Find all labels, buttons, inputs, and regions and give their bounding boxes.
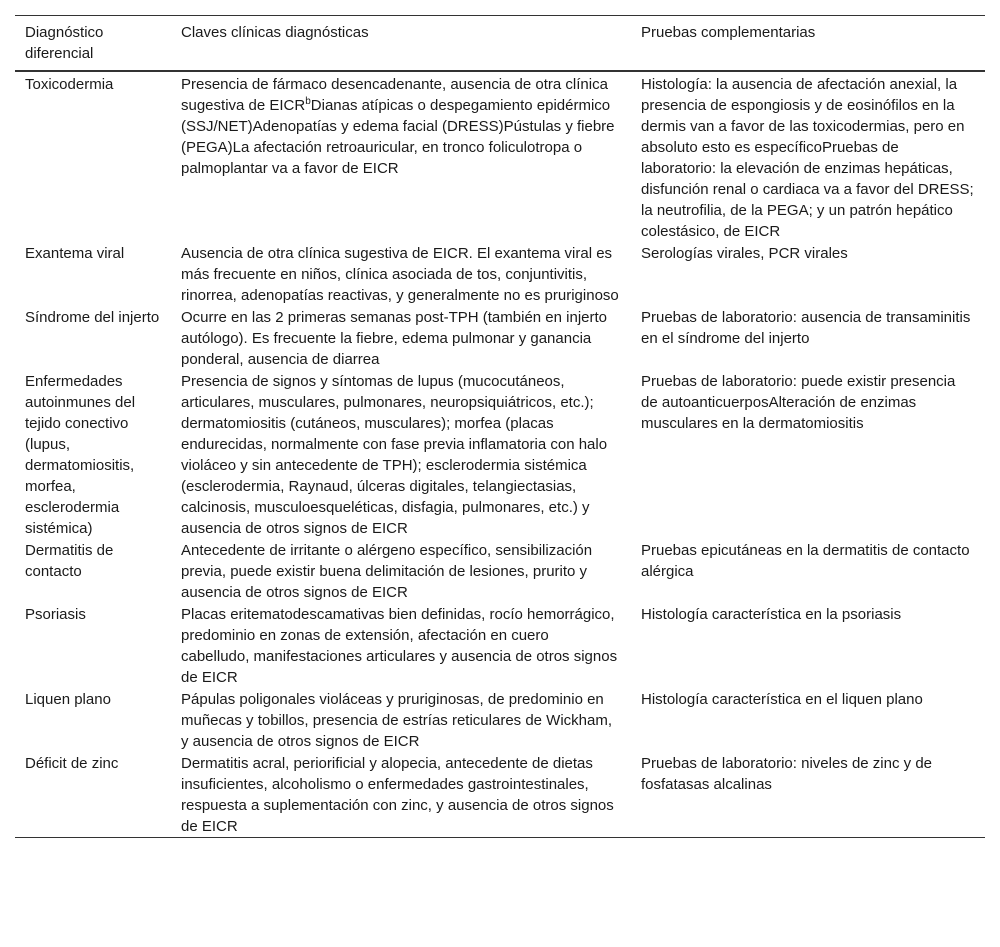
cell-diagnosis: Síndrome del injerto xyxy=(25,309,160,326)
cell-complementary-tests: Histología característica en el liquen plano xyxy=(641,691,923,708)
cell-diagnosis: Déficit de zinc xyxy=(25,755,119,772)
table-row xyxy=(15,752,985,838)
table-row xyxy=(15,539,985,603)
cell-diagnosis: Liquen plano xyxy=(25,691,111,708)
cell-clinical-keys: Dermatitis acral, periorificial y alopecia, antecedente de dietas insuficientes, alcoholismo o enfermedades gastrointestinales, respuesta a suplementación con zinc, y ausencia de otros signos de EICR xyxy=(181,755,614,835)
cell-diagnosis: Dermatitis de contacto xyxy=(25,542,114,580)
cell-clinical-keys: Presencia de signos y síntomas de lupus (mucocutáneos, articulares, musculares, pulmonares, neuropsiquiátricos, etc.); dermatomiositis (cutáneos, musculares); morfea (placas endurecidas, normalmente con fase previa inflamatoria con halo violáceo y sin antecedente de TPH); esclerodermia sistémica (esclerodermia, Raynaud, úlceras digitales, telangiectasias, calcinosis, musculoesqueléticas, disfagia, pulmonares, etc.) y ausencia de otros signos de EICR xyxy=(181,373,608,537)
clinical-text-part: Dianas atípicas o despegamiento epidérmico (SSJ/NET)Adenopatías y edema facial (DRESS)Pústulas y fiebre (PEGA)La afectación retroauricular, en tronco foliculotropa o palmoplantar va a favor de EICR xyxy=(181,97,615,177)
cell-clinical-keys: Placas eritematodescamativas bien definidas, rocío hemorrágico, predominio en zonas de extensión, afectación en cuero cabelludo, manifestaciones articulares y ausencia de otros signos de EICR xyxy=(181,606,618,686)
table-row xyxy=(15,306,985,370)
cell-complementary-tests: Serologías virales, PCR virales xyxy=(641,245,848,262)
header-complementary-tests: Pruebas complementarias xyxy=(641,24,816,41)
cell-complementary-tests: Pruebas de laboratorio: puede existir presencia de autoanticuerposAlteración de enzimas musculares en la dermatomiositis xyxy=(641,373,956,432)
cell-diagnosis: Exantema viral xyxy=(25,245,125,262)
header-diagnosis: Diagnóstico diferencial xyxy=(25,24,104,62)
cell-clinical-keys xyxy=(171,71,631,242)
table-row xyxy=(15,370,985,539)
cell-complementary-tests: Histología: la ausencia de afectación anexial, la presencia de espongiosis y de eosinófilos en la dermis van a favor de las toxicodermias, pero en absoluto esto es específicoPruebas de laboratorio: la elevación de enzimas hepáticas, disfunción renal o cardiaca va a favor del DRESS; la neutrofilia, de la PEGA; y un patrón hepático colestásico, de EICR xyxy=(641,76,974,240)
cell-complementary-tests: Pruebas de laboratorio: ausencia de transaminitis en el síndrome del injerto xyxy=(641,309,971,347)
clinical-text-part: Presencia de fármaco desencadenante, ausencia de otra clínica sugestiva de EICR xyxy=(181,76,608,114)
table-row xyxy=(15,242,985,306)
cell-clinical-keys: Antecedente de irritante o alérgeno específico, sensibilización previa, puede existir buena delimitación de lesiones, prurito y ausencia de otros signos de EICR xyxy=(181,542,593,601)
cell-diagnosis: Psoriasis xyxy=(25,606,86,623)
table-header xyxy=(15,16,985,72)
table-body xyxy=(15,71,985,838)
cell-clinical-keys: Ausencia de otra clínica sugestiva de EICR. El exantema viral es más frecuente en niños, clínica asociada de tos, conjuntivitis, rinorrea, adenopatías reactivas, y generalmente no es pruriginoso xyxy=(181,245,619,304)
table-row xyxy=(15,688,985,752)
footnote-marker: b xyxy=(305,96,311,107)
cell-clinical-keys: Pápulas poligonales violáceas y pruriginosas, de predominio en muñecas y tobillos, presencia de estrías reticulares de Wickham, y ausencia de otros signos de EICR xyxy=(181,691,613,750)
cell-clinical-keys: Ocurre en las 2 primeras semanas post-TPH (también en injerto autólogo). Es frecuente la fiebre, edema pulmonar y ganancia ponderal, ausencia de diarrea xyxy=(181,309,608,368)
table-row xyxy=(15,603,985,688)
differential-diagnosis-table-container xyxy=(15,15,985,838)
cell-diagnosis: Toxicodermia xyxy=(25,76,114,93)
differential-diagnosis-table xyxy=(15,15,985,838)
header-row xyxy=(15,16,985,72)
header-clinical-keys: Claves clínicas diagnósticas xyxy=(181,24,369,41)
table-row xyxy=(15,71,985,242)
cell-complementary-tests: Histología característica en la psoriasis xyxy=(641,606,902,623)
cell-complementary-tests: Pruebas de laboratorio: niveles de zinc y de fosfatasas alcalinas xyxy=(641,755,933,793)
cell-complementary-tests: Pruebas epicutáneas en la dermatitis de contacto alérgica xyxy=(641,542,970,580)
cell-diagnosis: Enfermedades autoinmunes del tejido conectivo (lupus, dermatomiositis, morfea, esclerodermia sistémica) xyxy=(25,373,136,537)
